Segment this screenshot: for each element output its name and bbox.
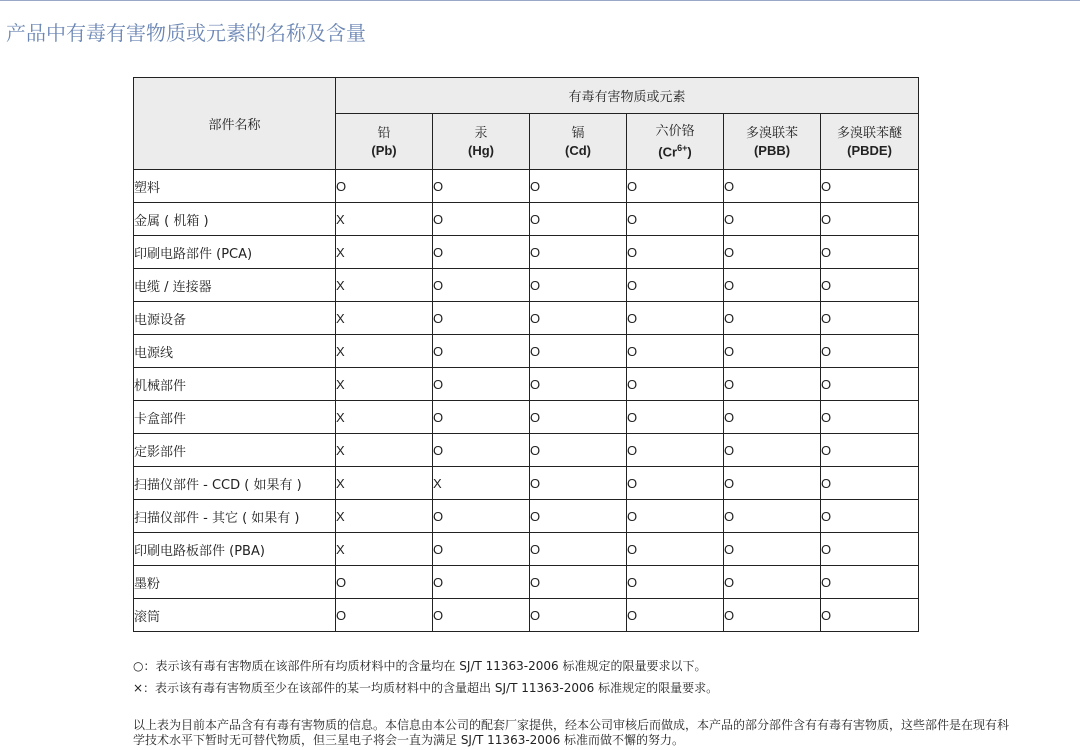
table-row bbox=[134, 335, 919, 368]
compliance-mark-cell: X bbox=[336, 533, 433, 566]
part-name-cell: 印刷电路板部件 (PBA) bbox=[134, 533, 336, 566]
compliance-mark-cell: O bbox=[530, 269, 627, 302]
compliance-mark-cell: O bbox=[821, 500, 919, 533]
substance-symbol: (Pb) bbox=[371, 142, 397, 158]
substance-name: 六价铬 bbox=[655, 123, 695, 139]
substance-symbol: (Cd) bbox=[565, 142, 591, 158]
compliance-mark-cell: O bbox=[821, 599, 919, 632]
compliance-mark-cell: O bbox=[821, 236, 919, 269]
compliance-mark-cell: O bbox=[821, 533, 919, 566]
compliance-mark-cell: O bbox=[433, 500, 530, 533]
table-row bbox=[134, 269, 919, 302]
part-name-cell: 滚筒 bbox=[134, 599, 336, 632]
compliance-mark-cell: O bbox=[530, 170, 627, 203]
compliance-mark-cell: O bbox=[627, 236, 724, 269]
compliance-mark-cell: O bbox=[724, 599, 821, 632]
compliance-mark-cell: X bbox=[336, 302, 433, 335]
page-title: 产品中有毒有害物质或元素的名称及含量 bbox=[6, 21, 366, 45]
o-note: ○：表示该有毒有害物质在该部件所有均质材料中的含量均在 SJ/T 11363-2006 标准规定的限量要求以下。 bbox=[133, 659, 707, 673]
compliance-mark-cell: O bbox=[627, 401, 724, 434]
part-name-cell: 定影部件 bbox=[134, 434, 336, 467]
substance-symbol: (PBDE) bbox=[847, 142, 892, 158]
compliance-mark-cell: O bbox=[530, 203, 627, 236]
compliance-mark-cell: O bbox=[724, 368, 821, 401]
substance-header bbox=[530, 114, 627, 170]
substance-group-header: 有毒有害物质或元素 bbox=[336, 78, 919, 114]
compliance-mark-cell: O bbox=[821, 335, 919, 368]
compliance-mark-cell: O bbox=[627, 269, 724, 302]
substance-header bbox=[724, 114, 821, 170]
compliance-mark-cell: X bbox=[433, 467, 530, 500]
compliance-mark-cell: O bbox=[724, 170, 821, 203]
legend-notes bbox=[133, 655, 718, 699]
compliance-mark-cell: O bbox=[336, 170, 433, 203]
part-name-cell: 扫描仪部件 - CCD ( 如果有 ) bbox=[134, 467, 336, 500]
x-note: ×：表示该有毒有害物质至少在该部件的某一均质材料中的含量超出 SJ/T 11363-2006 标准规定的限量要求。 bbox=[133, 681, 719, 695]
compliance-mark-cell: O bbox=[724, 236, 821, 269]
compliance-mark-cell: O bbox=[821, 566, 919, 599]
compliance-mark-cell: X bbox=[336, 434, 433, 467]
part-name-cell: 墨粉 bbox=[134, 566, 336, 599]
compliance-mark-cell: O bbox=[530, 302, 627, 335]
compliance-mark-cell: O bbox=[530, 236, 627, 269]
compliance-mark-cell: O bbox=[627, 467, 724, 500]
compliance-mark-cell: X bbox=[336, 368, 433, 401]
table-row bbox=[134, 236, 919, 269]
part-name-cell: 电源线 bbox=[134, 335, 336, 368]
compliance-mark-cell: X bbox=[336, 467, 433, 500]
substance-header bbox=[821, 114, 919, 170]
compliance-mark-cell: O bbox=[724, 269, 821, 302]
compliance-mark-cell: O bbox=[627, 566, 724, 599]
compliance-mark-cell: O bbox=[821, 302, 919, 335]
substance-symbol: (Hg) bbox=[468, 142, 494, 158]
compliance-mark-cell: O bbox=[627, 599, 724, 632]
compliance-mark-cell: O bbox=[433, 599, 530, 632]
compliance-mark-cell: O bbox=[530, 500, 627, 533]
compliance-mark-cell: O bbox=[530, 401, 627, 434]
compliance-mark-cell: O bbox=[724, 566, 821, 599]
compliance-mark-cell: O bbox=[433, 203, 530, 236]
table-row bbox=[134, 368, 919, 401]
part-name-cell: 塑料 bbox=[134, 170, 336, 203]
substance-name: 铅 bbox=[377, 125, 391, 141]
part-name-header: 部件名称 bbox=[134, 78, 336, 170]
compliance-mark-cell: O bbox=[821, 269, 919, 302]
table-row bbox=[134, 401, 919, 434]
part-name-cell: 印刷电路部件 (PCA) bbox=[134, 236, 336, 269]
compliance-mark-cell: O bbox=[530, 368, 627, 401]
compliance-mark-cell: O bbox=[433, 269, 530, 302]
compliance-mark-cell: O bbox=[724, 302, 821, 335]
compliance-mark-cell: O bbox=[433, 302, 530, 335]
compliance-mark-cell: O bbox=[627, 434, 724, 467]
compliance-mark-cell: X bbox=[336, 401, 433, 434]
compliance-mark-cell: O bbox=[724, 401, 821, 434]
compliance-mark-cell: X bbox=[336, 269, 433, 302]
top-divider bbox=[0, 0, 1080, 1]
compliance-mark-cell: X bbox=[336, 203, 433, 236]
compliance-mark-cell: O bbox=[724, 203, 821, 236]
compliance-mark-cell: O bbox=[530, 467, 627, 500]
compliance-mark-cell: O bbox=[724, 500, 821, 533]
compliance-mark-cell: O bbox=[627, 170, 724, 203]
table-row bbox=[134, 170, 919, 203]
compliance-mark-cell: O bbox=[530, 599, 627, 632]
compliance-mark-cell: O bbox=[821, 467, 919, 500]
table-row bbox=[134, 467, 919, 500]
table-row bbox=[134, 599, 919, 632]
compliance-mark-cell: X bbox=[336, 335, 433, 368]
table-row bbox=[134, 566, 919, 599]
compliance-mark-cell: O bbox=[627, 335, 724, 368]
table-row bbox=[134, 203, 919, 236]
compliance-mark-cell: O bbox=[724, 533, 821, 566]
compliance-mark-cell: O bbox=[724, 434, 821, 467]
substance-header bbox=[336, 114, 433, 170]
part-name-cell: 机械部件 bbox=[134, 368, 336, 401]
compliance-mark-cell: O bbox=[530, 434, 627, 467]
part-name-cell: 卡盒部件 bbox=[134, 401, 336, 434]
table-row bbox=[134, 533, 919, 566]
table-row bbox=[134, 434, 919, 467]
compliance-mark-cell: O bbox=[627, 203, 724, 236]
compliance-mark-cell: O bbox=[821, 368, 919, 401]
substance-symbol: (PBB) bbox=[753, 142, 791, 158]
compliance-mark-cell: O bbox=[530, 566, 627, 599]
part-name-cell: 电缆 / 连接器 bbox=[134, 269, 336, 302]
compliance-mark-cell: O bbox=[433, 335, 530, 368]
compliance-mark-cell: O bbox=[821, 434, 919, 467]
compliance-mark-cell: O bbox=[724, 335, 821, 368]
substance-name: 镉 bbox=[571, 125, 585, 141]
compliance-mark-cell: X bbox=[336, 236, 433, 269]
hazardous-substance-table bbox=[133, 77, 919, 632]
compliance-mark-cell: O bbox=[433, 401, 530, 434]
substance-header bbox=[433, 114, 530, 170]
compliance-mark-cell: O bbox=[336, 599, 433, 632]
compliance-mark-cell: O bbox=[821, 203, 919, 236]
compliance-mark-cell: O bbox=[627, 302, 724, 335]
substance-name: 汞 bbox=[474, 125, 488, 141]
compliance-mark-cell: O bbox=[433, 368, 530, 401]
substance-symbol: $(Cr^{6+})$ bbox=[658, 142, 692, 160]
table-row bbox=[134, 500, 919, 533]
substance-name: 多溴联苯醚 bbox=[837, 125, 903, 141]
substance-name: 多溴联苯 bbox=[745, 125, 798, 141]
substance-header bbox=[627, 114, 724, 170]
compliance-mark-cell: O bbox=[821, 401, 919, 434]
compliance-mark-cell: O bbox=[724, 467, 821, 500]
compliance-mark-cell: O bbox=[433, 566, 530, 599]
compliance-mark-cell: O bbox=[433, 533, 530, 566]
compliance-mark-cell: O bbox=[627, 533, 724, 566]
compliance-mark-cell: O bbox=[433, 170, 530, 203]
compliance-mark-cell: O bbox=[821, 170, 919, 203]
compliance-mark-cell: O bbox=[627, 368, 724, 401]
compliance-mark-cell: O bbox=[433, 236, 530, 269]
part-name-cell: 金属 ( 机箱 ) bbox=[134, 203, 336, 236]
compliance-mark-cell: O bbox=[433, 434, 530, 467]
compliance-mark-cell: O bbox=[627, 500, 724, 533]
table-row bbox=[134, 302, 919, 335]
compliance-mark-cell: O bbox=[336, 566, 433, 599]
part-name-cell: 电源设备 bbox=[134, 302, 336, 335]
compliance-mark-cell: X bbox=[336, 500, 433, 533]
compliance-mark-cell: O bbox=[530, 335, 627, 368]
part-name-cell: 扫描仪部件 - 其它 ( 如果有 ) bbox=[134, 500, 336, 533]
disclaimer-paragraph: 以上表为目前本产品含有有毒有害物质的信息。本信息由本公司的配套厂家提供，经本公司审核后而做成，本产品的部分部件含有有毒有害物质，这些部件是在现有科学技术水平下暂时无可替代物质，但三星电子将会一直为满足 SJ/T 11363-2006 标准而做不懈的努力。 bbox=[133, 718, 1010, 747]
compliance-mark-cell: O bbox=[530, 533, 627, 566]
